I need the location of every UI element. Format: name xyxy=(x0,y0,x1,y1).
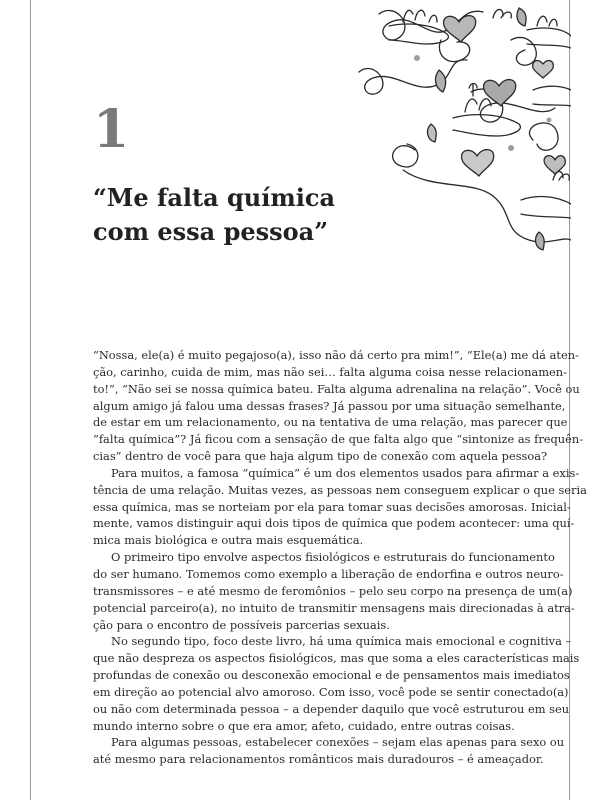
text-line: mundo interno sobre o que era amor, afeto, cuidado, entre outras coisas. xyxy=(93,718,515,733)
text-line: profundas de conexão ou desconexão emocional e de pensamentos mais imediatos xyxy=(93,668,570,683)
text-line: mica mais biológica e outra mais esquemática. xyxy=(93,533,364,548)
text-line: de estar em um relacionamento, ou na tentativa de uma relação, mas parecer que xyxy=(93,415,568,430)
text-line: ção, carinho, cuida de mim, mas não sei… falta alguma coisa nesse relacionamen- xyxy=(93,364,567,379)
text-line: do ser humano. Tomemos como exemplo a liberação de endorfina e outros neuro- xyxy=(93,566,564,581)
text-line: essa química, mas se norteiam por ela para tomar suas decisões amorosas. Inicial- xyxy=(93,499,571,514)
chapter-number: 1 xyxy=(93,99,130,160)
paragraph xyxy=(93,465,587,549)
text-line: “Nossa, ele(a) é muito pegajoso(a), isso não dá certo pra mim!”, “Ele(a) me dá aten- xyxy=(93,348,579,362)
paragraph xyxy=(93,347,584,465)
text-line: to!”, “Não sei se nossa química bateu. Falta alguma adrenalina na relação”. Você ou xyxy=(93,381,580,396)
paragraph xyxy=(93,549,575,633)
text-line: tência de uma relação. Muitas vezes, as pessoas nem conseguem explicar o que seria xyxy=(93,482,587,497)
text-line: No segundo tipo, foco deste livro, há uma química mais emocional e cognitiva – xyxy=(111,634,572,649)
text-line: transmissores – e até mesmo de feromônios – pelo seu corpo na presença de um(a) xyxy=(93,583,573,598)
text-line: em direção ao potencial alvo amoroso. Com isso, você pode se sentir conectado(a) xyxy=(93,684,569,699)
paragraph xyxy=(93,734,565,768)
paragraph xyxy=(93,633,580,734)
text-line: que não despreza os aspectos fisiológicos, mas que soma a eles características mais xyxy=(93,651,580,666)
text-line: O primeiro tipo envolve aspectos fisiológicos e estruturais do funcionamento xyxy=(111,550,555,565)
body-text xyxy=(93,347,587,768)
text-line: Para algumas pessoas, estabelecer conexões – sejam elas apenas para sexo ou xyxy=(111,735,565,750)
text-line: Para muitos, a famosa “química” é um dos elementos usados para afirmar a exis- xyxy=(111,465,580,480)
text-line: potencial parceiro(a), no intuito de transmitir mensagens mais direcionadas à atra- xyxy=(93,600,575,615)
text-line: ção para o encontro de possíveis parcerias sexuais. xyxy=(93,617,390,632)
text-line: “falta química”? Já ficou com a sensação de que falta algo que “sintonize as frequên- xyxy=(93,432,584,447)
text-line: ou não com determinada pessoa – a depender daquilo que você estruturou em seu xyxy=(93,701,570,716)
text-line: cias” dentro de você para que haja algum tipo de conexão com aquela pessoa? xyxy=(93,449,548,464)
text-line: algum amigo já falou uma dessas frases? Já passou por uma situação semelhante, xyxy=(93,398,566,413)
chapter-title xyxy=(93,181,393,249)
book-page xyxy=(30,0,587,800)
text-line: mente, vamos distinguir aqui dois tipos de química que podem acontecer: uma quí- xyxy=(93,516,575,531)
chapter-title-line: “Me falta química xyxy=(93,183,336,212)
text-line: até mesmo para relacionamentos românticos mais duradouros – é ameaçador. xyxy=(93,752,544,767)
chapter-title-line: com essa pessoa” xyxy=(93,217,329,246)
